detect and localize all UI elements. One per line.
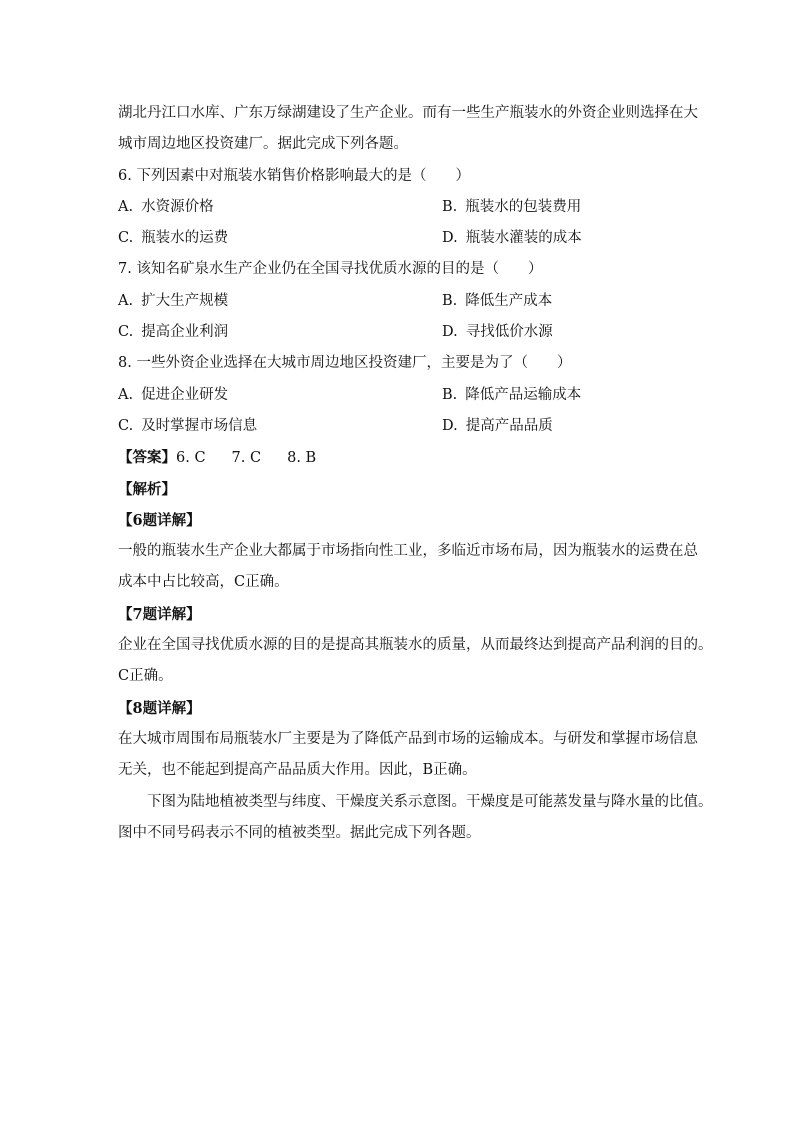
option-letter: A. bbox=[118, 386, 134, 403]
analysis-6-heading: 【6题详解】 bbox=[118, 511, 201, 529]
analysis-6-line-2: 成本中占比较高，C正确。 bbox=[118, 574, 289, 591]
analysis-7-line-1: 企业在全国寻找优质水源的目的是提高其瓶装水的质量，从而最终达到提高产品利润的目的。 bbox=[118, 637, 713, 654]
option-text: 促进企业研发 bbox=[141, 386, 229, 403]
option-letter: D. bbox=[442, 417, 458, 434]
option-text: 扩大生产规模 bbox=[141, 292, 229, 309]
option-letter: A. bbox=[118, 292, 134, 309]
question-7-option-b bbox=[442, 286, 684, 317]
option-letter: B. bbox=[442, 198, 458, 215]
analysis-label: 【解析】 bbox=[118, 480, 176, 498]
option-text: 降低生产成本 bbox=[465, 292, 553, 309]
question-6-option-b bbox=[442, 192, 684, 223]
question-6-option-a bbox=[118, 192, 442, 223]
analysis-8-line-1: 在大城市周围布局瓶装水厂主要是为了降低产品到市场的运输成本。与研发和掌握市场信息 bbox=[118, 730, 698, 747]
next-intro-line-2: 图中不同号码表示不同的植被类型。据此完成下列各题。 bbox=[118, 824, 481, 841]
answer-line bbox=[118, 442, 684, 473]
option-letter: B. bbox=[442, 386, 458, 403]
answer-item-7: 7. C bbox=[231, 450, 262, 467]
option-text: 瓶装水的运费 bbox=[141, 230, 229, 247]
document-page bbox=[118, 98, 713, 849]
option-letter: C. bbox=[118, 417, 134, 434]
question-6-option-d bbox=[442, 223, 684, 254]
question-8-option-d bbox=[442, 411, 684, 442]
option-text: 降低产品运输成本 bbox=[465, 386, 582, 403]
question-6-stem: 6. 下列因素中对瓶装水销售价格影响最大的是（ ） bbox=[118, 167, 470, 184]
question-8-option-b bbox=[442, 380, 684, 411]
question-7-option-c bbox=[118, 317, 442, 348]
option-text: 寻找低价水源 bbox=[465, 324, 553, 341]
question-7-stem: 7. 该知名矿泉水生产企业仍在全国寻找优质水源的目的是（ ） bbox=[118, 261, 543, 278]
question-6-option-c bbox=[118, 223, 442, 254]
option-letter: B. bbox=[442, 292, 458, 309]
question-7-options bbox=[118, 286, 684, 349]
intro-line-1: 湖北丹江口水库、广东万绿湖建设了生产企业。而有一些生产瓶装水的外资企业则选择在大 bbox=[118, 105, 698, 121]
analysis-8-line-2: 无关，也不能起到提高产品品质大作用。因此，B正确。 bbox=[118, 762, 477, 779]
option-text: 水资源价格 bbox=[141, 198, 214, 215]
option-letter: D. bbox=[442, 230, 458, 247]
next-intro-line-1: 下图为陆地植被类型与纬度、干燥度关系示意图。干燥度是可能蒸发量与降水量的比值。 bbox=[147, 793, 713, 810]
option-text: 瓶装水的包装费用 bbox=[465, 198, 582, 215]
option-letter: C. bbox=[118, 324, 134, 341]
question-8-option-a bbox=[118, 380, 442, 411]
analysis-8-heading: 【8题详解】 bbox=[118, 699, 201, 717]
answer-item-6: 6. C bbox=[176, 450, 206, 467]
option-letter: A. bbox=[118, 198, 134, 215]
question-8-stem: 8. 一些外资企业选择在大城市周边地区投资建厂，主要是为了（ ） bbox=[118, 355, 572, 372]
question-7-option-a bbox=[118, 286, 442, 317]
analysis-7-heading: 【7题详解】 bbox=[118, 605, 201, 623]
option-text: 提高企业利润 bbox=[141, 324, 229, 341]
option-text: 提高产品品质 bbox=[465, 417, 553, 434]
analysis-6-line-1: 一般的瓶装水生产企业大都属于市场指向性工业，多临近市场布局，因为瓶装水的运费在总 bbox=[118, 543, 698, 560]
answer-item-8: 8. B bbox=[287, 450, 317, 467]
option-text: 及时掌握市场信息 bbox=[141, 417, 258, 434]
option-letter: D. bbox=[442, 324, 458, 341]
option-letter: C. bbox=[118, 230, 134, 247]
option-text: 瓶装水灌装的成本 bbox=[465, 230, 582, 247]
question-8-option-c bbox=[118, 411, 442, 442]
analysis-7-line-2: C正确。 bbox=[118, 668, 173, 685]
answer-label: 【答案】 bbox=[118, 449, 176, 467]
question-7-option-d bbox=[442, 317, 684, 348]
question-6-options bbox=[118, 192, 684, 255]
intro-line-2: 城市周边地区投资建厂。据此完成下列各题。 bbox=[118, 136, 408, 153]
question-8-options bbox=[118, 380, 684, 443]
